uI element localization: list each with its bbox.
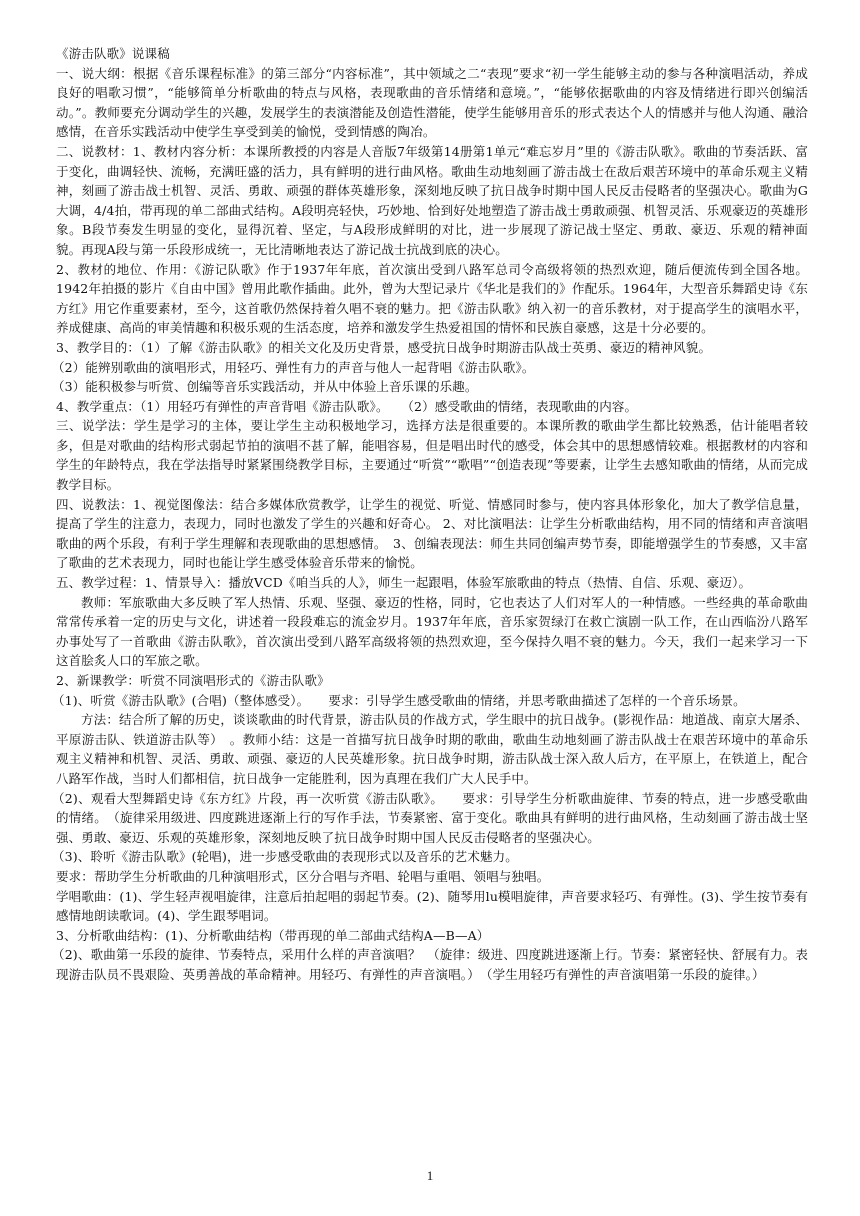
- teaching-goal-1: 3、教学目的：（1）了解《游击队歌》的相关文化及历史背景，感受抗日战争时期游击队战士英勇、豪迈的精神风貌。: [56, 339, 712, 355]
- structure-analysis-heading: 3、分析歌曲结构：(1)、分析歌曲结构（带再现的单二部曲式结构A—B—A）: [56, 927, 490, 943]
- listening-step-1: （1)、听赏《游击队歌》(合唱)（整体感受）。 要求：引导学生感受歌曲的情绪，并思考歌曲描述了怎样的一个音乐场景。: [52, 692, 746, 708]
- document-title: 《游击队歌》说课稿: [56, 46, 170, 61]
- listening-step-3: （3)、聆听《游击队歌》(轮唱)，进一步感受歌曲的表现形式以及音乐的艺术魅力。: [52, 849, 518, 865]
- section-learning-method: 三、说学法：学生是学习的主体，要让学生主动积极地学习，选择方法是很重要的。本课所教的歌曲学生都比较熟悉，估计能唱者较多，但是对歌曲的结构形式弱起节拍的演唱不甚了解，能唱容易，但是唱出时代的感受，体会其中的思想感情较难。根据教材的内容和学生的年龄特点，我在学法指导时紧紧围绕教学目标，主要通过“听赏”“歌唱”“创造表现”等要素，让学生去感知歌曲的情绪，从而完成教学目标。: [56, 418, 808, 493]
- learn-song-paragraph: 学唱歌曲：(1)、学生轻声视唱旋律，注意后拍起唱的弱起节奏。(2)、随琴用lu模唱旋律，声音要求轻巧、有弹性。(3)、学生按节奏有感情地朗读歌词。(4)、学生跟琴唱词。: [56, 888, 808, 924]
- section-teaching-method: 四、说教法：1、视觉图像法：结合多媒体欣赏教学，让学生的视觉、听觉、情感同时参与，使内容具体形象化，加大了教学信息量，提高了学生的注意力，表现力，同时也激发了学生的兴趣和好奇心。 2、对比演唱法：让学生分析歌曲结构，用不同的情绪和声音演唱歌曲的两个乐段，有利于学生理解和表现歌曲的思想感情。 3、创编表现法：师生共同创编声势节奏，即能增强学生的节奏感，又丰富了歌曲的艺术表现力，同时也能让学生感受体验音乐带来的愉悦。: [56, 496, 808, 571]
- section-outline-paragraph: 一、说大纲：根据《音乐课程标准》的第三部分“内容标准”，其中领域之二“表现”要求“初一学生能够主动的参与各种演唱活动，养成良好的唱歌习惯”，“能够简单分析歌曲的特点与风格，表现歌曲的音乐情绪和意境。”，“能够依据歌曲的内容及情绪进行即兴创编活动。”。教师要充分调动学生的兴趣，发展学生的表演潜能及创造性潜能，使学生能够用音乐的形式表达个人的情感并与他人沟通、融洽感情，在音乐实践活动中使学生享受到美的愉悦，受到情感的陶冶。: [56, 65, 808, 140]
- section-textbook-paragraph: 二、说教材：1、教材内容分析：本课所教授的内容是人音版7年级第14册第1单元“难忘岁月”里的《游击队歌》。歌曲的节奏活跃、富于变化，曲调轻快、流畅，充满旺盛的活力，具有鲜明的进行曲风格。歌曲生动地刻画了游击战士在敌后艰苦环境中的革命乐观主义精神，刻画了游击战士机智、灵活、勇敢、顽强的群体英雄形象，深刻地反映了抗日战争时期中国人民反击侵略者的坚强决心。歌曲为G大调，4/4拍，带再现的单二部曲式结构。A段明亮轻快，巧妙地、恰到好处地塑造了游击战士勇敢顽强、机智灵活、乐观豪迈的英雄形象。B段节奏发生明显的变化，显得沉着、坚定，与A段形成鲜明的对比，进一步展现了游记战士坚定、勇敢、豪迈、乐观的精神面貌。再现A段与第一乐段形成统一，无比清晰地表达了游记战士抗战到底的决心。: [56, 143, 808, 257]
- listening-step-2: （2)、观看大型舞蹈史诗《东方红》片段，再一次听赏《游击队歌》。 要求：引导学生分析歌曲旋律、节奏的特点，进一步感受歌曲的情绪。 （旋律采用级进、四度跳进逐渐上行的写作手法，节奏紧密、富于变化。歌曲具有鲜明的进行曲风格，生动刻画了游击战士坚强、勇敢、豪迈、乐观的英雄形象，深刻地反映了抗日战争时期中国人民反击侵略者的坚强决心。: [52, 790, 808, 845]
- page-number: 1: [426, 1168, 434, 1183]
- first-section-analysis: （2)、歌曲第一乐段的旋律、节奏特点，采用什么样的声音演唱？ （旋律：级进、四度跳进逐渐上行。节奏：紧密轻快、舒展有力。表现游击队员不畏艰险、英勇善战的革命精神。用轻巧、有弹性的声音演唱。） （学生用轻巧有弹性的声音演唱第一乐段的旋律。）: [52, 947, 808, 982]
- new-lesson-heading: 2、新课教学：听赏不同演唱形式的《游击队歌》: [56, 673, 330, 688]
- section-process-intro: 五、教学过程：1、情景导入：播放VCD《咱当兵的人》，师生一起跟唱，体验军旅歌曲的特点（热情、自信、乐观、豪迈）。: [56, 575, 752, 591]
- requirement-paragraph: 要求：帮助学生分析歌曲的几种演唱形式，区分合唱与齐唱、轮唱与重唱、领唱与独唱。: [56, 868, 550, 884]
- document-page: [52, 44, 808, 985]
- teaching-focus: 4、教学重点：（1）用轻巧有弹性的声音背唱《游击队歌》。 （2）感受歌曲的情绪，表现歌曲的内容。: [56, 398, 638, 414]
- teacher-speech: 教师：军旅歌曲大多反映了军人热情、乐观、坚强、豪迈的性格，同时，它也表达了人们对军人的一种情感。一些经典的革命歌曲常常传承着一定的历史与文化，讲述着一段段难忘的流金岁月。1937年年底，音乐家贺绿汀在救亡演剧一队工作，在山西临汾八路军办事处写了一首歌曲《游击队歌》，首次演出受到八路军高级将领的热烈欢迎，至今保持久唱不衰的魅力。今天，我们一起来学习一下这首脍炙人口的军旅之歌。: [56, 594, 808, 669]
- textbook-role-paragraph: 2、教材的地位、作用：《游记队歌》作于1937年年底，首次演出受到八路军总司令高级将领的热烈欢迎，随后便流传到全国各地。1942年拍摄的影片《自由中国》曾用此歌作插曲。此外，曾为大型记录片《华北是我们的》作配乐。1964年，大型音乐舞蹈史诗《东方红》用它作重要素材，至今，这首歌仍然保持着久唱不衰的魅力。把《游击队歌》纳入初一的音乐教材，对于提高学生的演唱水平，养成健康、高尚的审美情趣和积极乐观的生活态度，培养和激发学生热爱祖国的情怀和民族自豪感，这是十分必要的。: [56, 261, 808, 336]
- teaching-goal-3: （3）能积极参与听赏、创编等音乐实践活动，并从中体验上音乐课的乐趣。: [52, 379, 478, 395]
- teaching-goal-2: （2）能辨别歌曲的演唱形式，用轻巧、弹性有力的声音与他人一起背唱《游击队歌》。: [52, 359, 535, 375]
- method-summary: 方法：结合所了解的历史，谈谈歌曲的时代背景，游击队员的作战方式，学生眼中的抗日战争。(影视作品：地道战、南京大屠杀、平原游击队、铁道游击队等） 。教师小结：这是一首描写抗日战争时期的歌曲，歌曲生动地刻画了游击队战士在艰苦环境中的革命乐观主义精神和机智、灵活、勇敢、顽强、豪迈的人民英雄形象。抗日战争时期，游击队战士深入敌人后方，在平原上，在铁道上，配合八路军作战，当时人们都相信，抗日战争一定能胜利，因为真理在我们广大人民手中。: [56, 712, 808, 786]
